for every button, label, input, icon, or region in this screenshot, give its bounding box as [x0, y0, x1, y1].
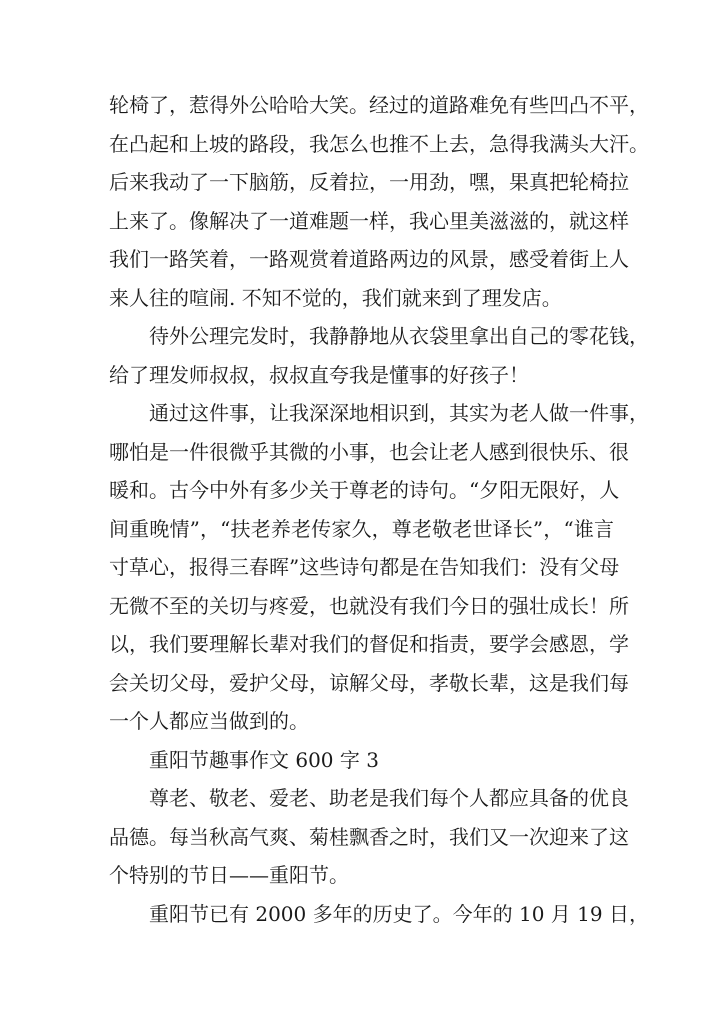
paragraph-line: 重阳节已有 2000 多年的历史了。今年的 10 月 19 日，: [149, 901, 649, 926]
paragraph-line: 尊老、敬老、爱老、助老是我们每个人都应具备的优良: [149, 786, 629, 810]
paragraph-line: 间重晚情”，“扶老养老传家久，尊老敬老世译长”，“谁言: [109, 516, 614, 541]
paragraph-line: 待外公理完发时，我静静地从衣袋里拿出自己的零花钱，: [149, 324, 649, 348]
paragraph-line: 后来我动了一下脑筋，反着拉，一用劲，嘿，果真把轮椅拉: [109, 170, 629, 194]
paragraph-line: 个特别的节日——重阳节。: [109, 863, 349, 887]
document-body: [109, 86, 649, 933]
paragraph-line: 寸草心，报得三春晖”这些诗句都是在告知我们：没有父母: [109, 555, 620, 579]
paragraph-line: 品德。每当秋高气爽、菊桂飘香之时，我们又一次迎来了这: [109, 824, 629, 849]
section-heading: 重阳节趣事作文 600 字 3: [149, 747, 379, 772]
paragraph-line: 我们一路笑着，一路观赏着道路两边的风景，感受着街上人: [109, 247, 629, 271]
paragraph-line: 哪怕是一件很微乎其微的小事，也会让老人感到很快乐、很: [109, 439, 629, 464]
paragraph-line: 无微不至的关切与疼爱，也就没有我们今日的强壮成长！所: [109, 593, 629, 618]
paragraph-line: 以，我们要理解长辈对我们的督促和指责，要学会感恩，学: [109, 632, 629, 656]
paragraph-line: 轮椅了，惹得外公哈哈大笑。经过的道路难免有些凹凸不平，: [109, 93, 649, 117]
paragraph-line: 来人往的喧闹. 不知不觉的，我们就来到了理发店。: [109, 285, 562, 310]
paragraph-line: 给了理发师叔叔，叔叔直夸我是懂事的好孩子！: [109, 362, 529, 387]
paragraph-line: 通过这件事，让我深深地相识到，其实为老人做一件事，: [149, 401, 649, 425]
paragraph-line: 暖和。古今中外有多少关于尊老的诗句。“夕阳无限好，人: [109, 478, 620, 502]
paragraph-line: 会关切父母，爱护父母，谅解父母，孝敬长辈，这是我们每: [109, 670, 629, 695]
paragraph-line: 一个人都应当做到的。: [109, 709, 309, 733]
paragraph-line: 上来了。像解决了一道难题一样，我心里美滋滋的，就这样: [109, 208, 629, 233]
paragraph-line: 在凸起和上坡的路段，我怎么也推不上去，急得我满头大汗。: [109, 131, 649, 156]
